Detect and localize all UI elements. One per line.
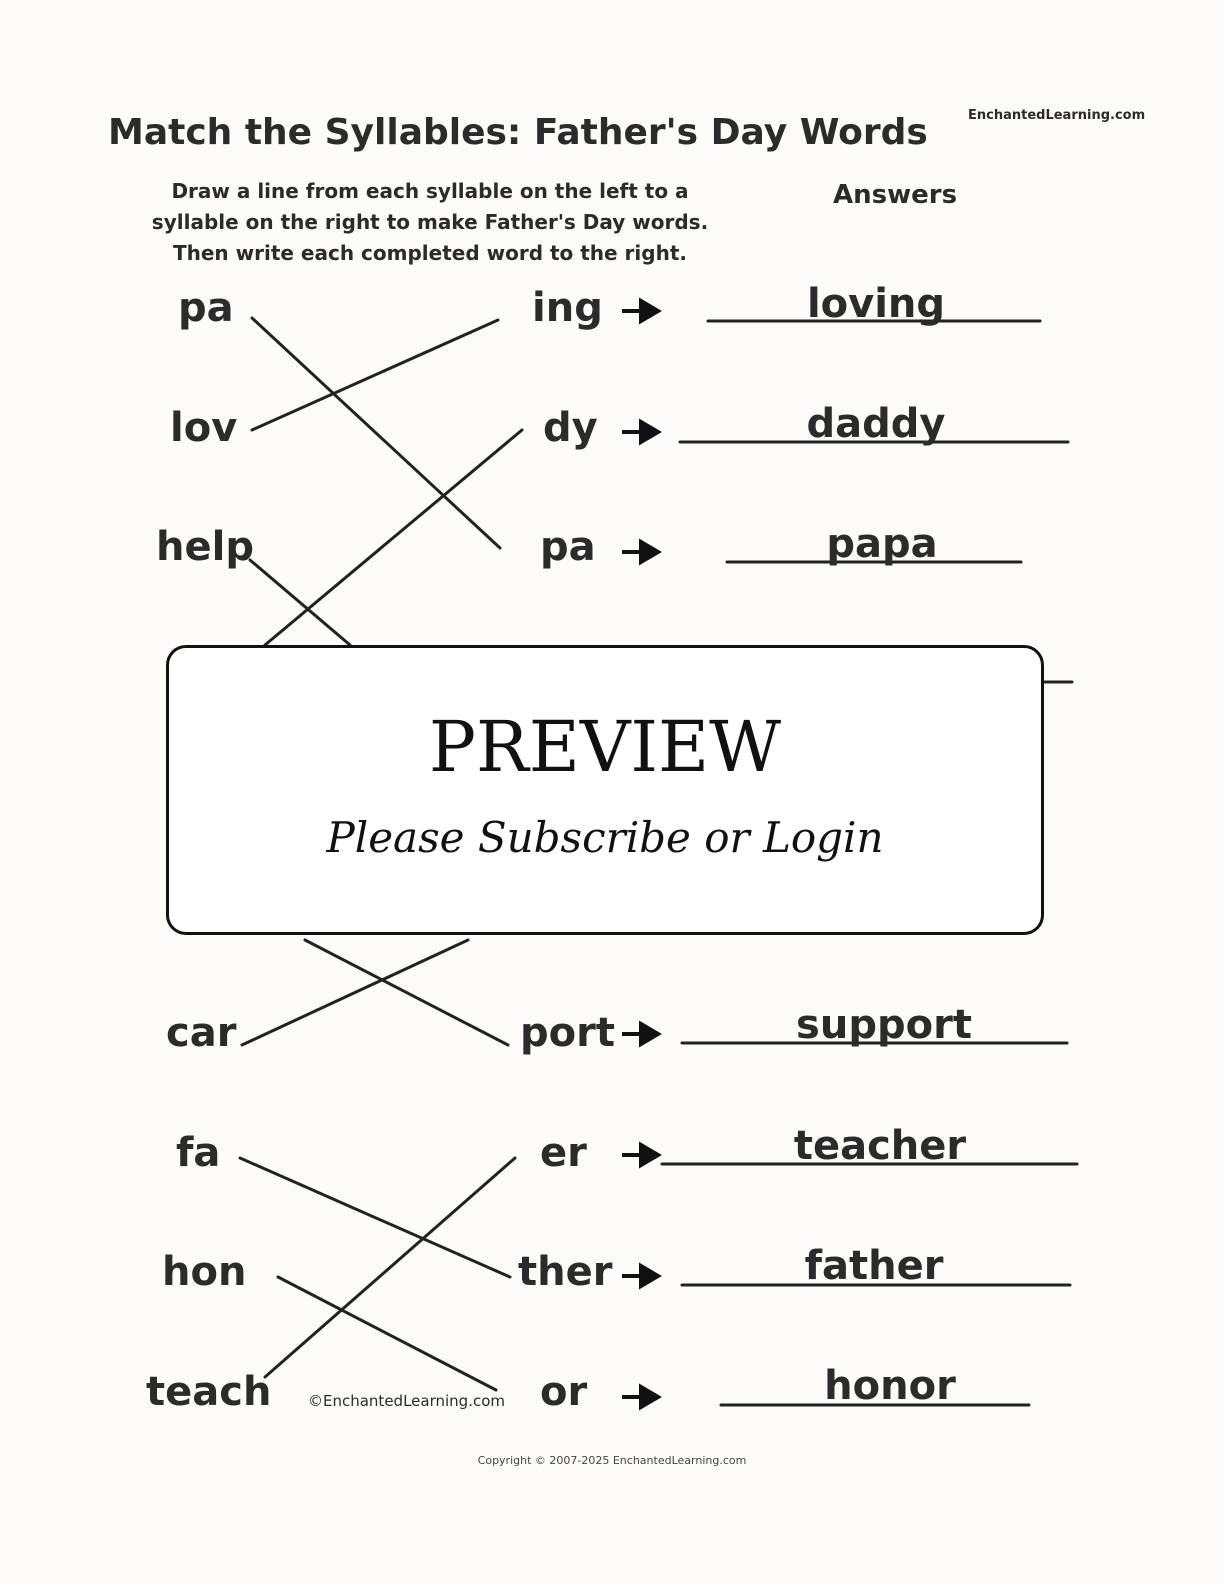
right-syllable: or xyxy=(540,1369,588,1415)
arrow-icon xyxy=(622,1145,658,1165)
answer-word: support xyxy=(796,1002,972,1048)
arrow-icon xyxy=(622,542,658,562)
left-syllable: help xyxy=(156,524,254,570)
match-line xyxy=(265,430,522,645)
left-syllable: pa xyxy=(178,285,234,331)
arrow-icon xyxy=(622,422,658,442)
instruction-line: Then write each completed word to the right. xyxy=(172,241,687,265)
answer-word: teacher xyxy=(793,1123,967,1169)
match-line xyxy=(305,940,508,1045)
left-syllable: teach xyxy=(146,1369,272,1415)
left-syllable: fa xyxy=(176,1130,221,1176)
match-line xyxy=(252,318,500,548)
copyright-footer: Copyright © 2007-2025 EnchantedLearning.com xyxy=(477,1454,747,1467)
answer-word: father xyxy=(804,1243,944,1289)
match-line xyxy=(278,1277,496,1390)
right-syllable: ther xyxy=(518,1249,613,1295)
arrow-icon xyxy=(622,301,658,321)
preview-title: PREVIEW xyxy=(428,706,782,788)
page-title: Match the Syllables: Father's Day Words xyxy=(108,112,928,153)
match-line xyxy=(242,940,468,1045)
watermark: ©EnchantedLearning.com xyxy=(308,1392,505,1410)
arrow-icon xyxy=(622,1024,658,1044)
answer-word: honor xyxy=(824,1363,956,1409)
right-syllable: ing xyxy=(532,285,603,331)
right-syllable: dy xyxy=(543,405,598,451)
right-syllable: er xyxy=(540,1130,587,1176)
left-syllable: lov xyxy=(170,405,238,451)
right-syllable: pa xyxy=(540,524,596,570)
subscribe-login-prompt[interactable]: Please Subscribe or Login xyxy=(326,813,884,862)
left-syllable: hon xyxy=(162,1249,247,1295)
arrow-icon xyxy=(622,1387,658,1407)
match-line xyxy=(240,1158,510,1277)
match-line xyxy=(252,320,498,430)
instruction-line: syllable on the right to make Father's Day words. xyxy=(151,210,709,234)
left-syllable: car xyxy=(166,1010,237,1056)
preview-overlay[interactable] xyxy=(166,645,1044,935)
site-brand[interactable]: EnchantedLearning.com xyxy=(968,108,1146,123)
match-line xyxy=(265,1158,515,1377)
match-line xyxy=(250,560,350,645)
answer-word: loving xyxy=(806,281,946,327)
instruction-line: Draw a line from each syllable on the left to a xyxy=(171,179,689,203)
arrow-icon xyxy=(622,1266,658,1286)
answer-word: daddy xyxy=(806,401,946,447)
answer-word: papa xyxy=(826,521,938,567)
right-syllable: port xyxy=(520,1010,615,1056)
answers-heading: Answers xyxy=(833,180,958,210)
